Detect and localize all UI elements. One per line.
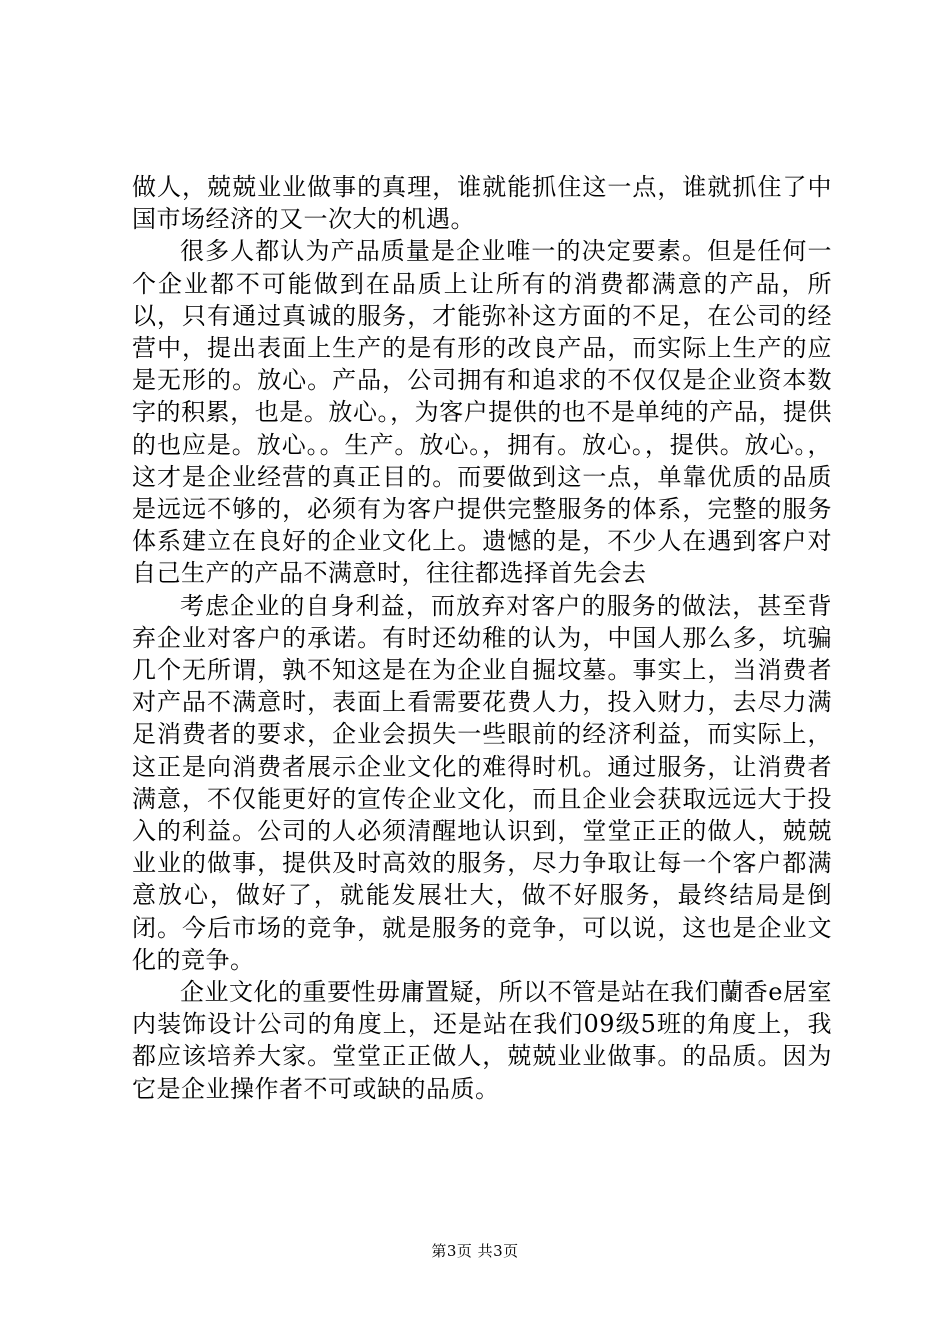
paragraph-4: 企业文化的重要性毋庸置疑，所以不管是站在我们蘭香e居室内装饰设计公司的角度上，还是站在我们09级5班的角度上，我都应该培养大家。堂堂正正做人，兢兢业业做事。的品质。因为它是企业操作者不可或缺的品质。 bbox=[132, 978, 832, 1103]
page-number-footer: 第3页 共3页 bbox=[431, 1242, 519, 1260]
paragraph-2: 很多人都认为产品质量是企业唯一的决定要素。但是任何一个企业都不可能做到在品质上让所有的消费都满意的产品，所以，只有通过真诚的服务，才能弥补这方面的不足，在公司的经营中，提出表面上生产的是有形的改良产品，而实际上生产的应是无形的。放心。产品，公司拥有和追求的不仅仅是企业资本数字的积累，也是。放心。，为客户提供的也不是单纯的产品，提供的也应是。放心。。生产。放心。，拥有。放心。，提供。放心。，这才是企业经营的真正目的。而要做到这一点，单靠优质的品质是远远不够的，必须有为客户提供完整服务的体系，完整的服务体系建立在良好的企业文化上。遗憾的是，不少人在遇到客户对自己生产的产品不满意时，往往都选择首先会去 bbox=[132, 237, 832, 588]
body-text bbox=[132, 171, 832, 1105]
paragraph-3: 考虑企业的自身利益，而放弃对客户的服务的做法，甚至背弃企业对客户的承诺。有时还幼稚的认为，中国人那么多，坑骗几个无所谓，孰不知这是在为企业自掘坟墓。事实上，当消费者对产品不满意时，表面上看需要花费人力，投入财力，去尽力满足消费者的要求，企业会损失一些眼前的经济利益，而实际上，这正是向消费者展示企业文化的难得时机。通过服务，让消费者满意，不仅能更好的宣传企业文化，而且企业会获取远远大于投入的利益。公司的人必须清醒地认识到，堂堂正正的做人，兢兢业业的做事，提供及时高效的服务，尽力争取让每一个客户都满意放心，做好了，就能发展壮大，做不好服务，最终结局是倒闭。今后市场的竞争，就是服务的竞争，可以说，这也是企业文化的竞争。 bbox=[132, 591, 832, 974]
paragraph-1: 做人，兢兢业业做事的真理，谁就能抓住这一点，谁就抓住了中国市场经济的又一次大的机遇。 bbox=[132, 173, 832, 234]
